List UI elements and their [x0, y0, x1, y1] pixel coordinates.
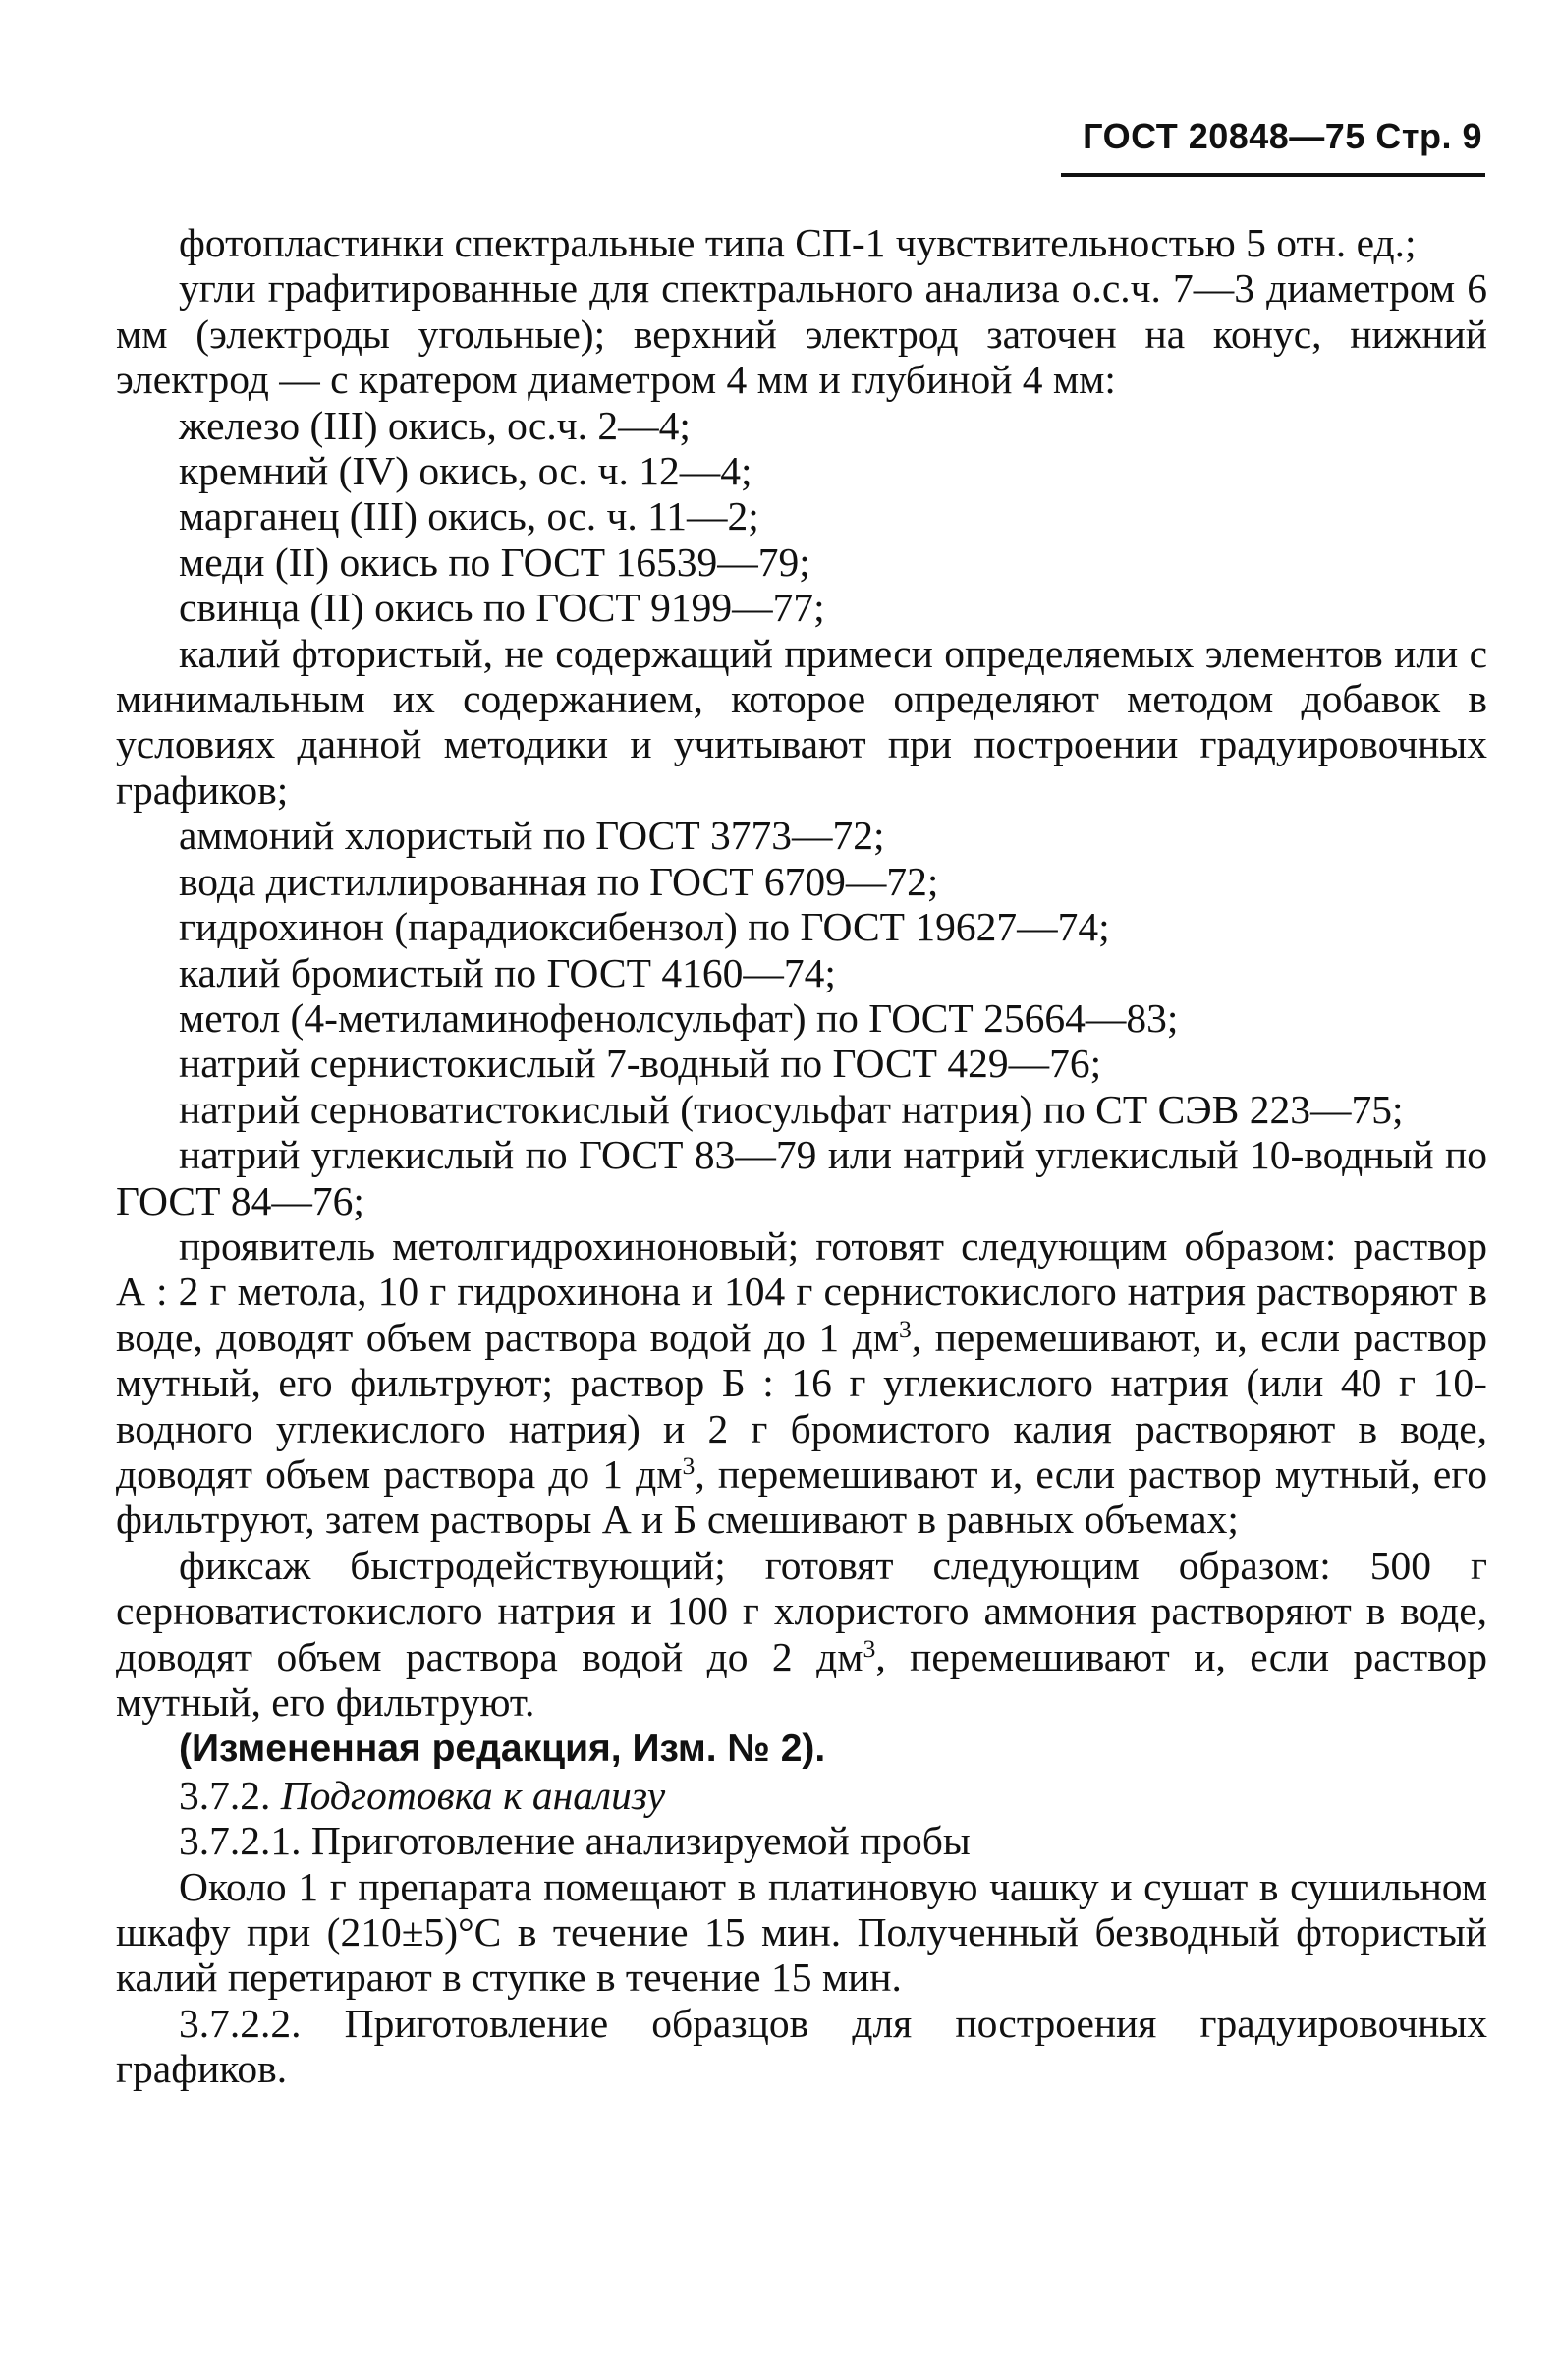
amendment-text: (Измененная редакция, Изм. № 2).: [179, 1728, 826, 1771]
reagent-item: свинца (II) окись по ГОСТ 9199—77;: [179, 585, 825, 631]
section-heading-3-7-2-2: 3.7.2.2. Приготовление образцов для построения градуировочных графиков.: [116, 2000, 1487, 2092]
fixer-text-part2: , перемешивают и, если раствор мутный, его фильтруют.: [116, 1633, 1487, 1725]
amendment-note: [116, 1725, 1487, 1772]
page-header: ГОСТ 20848—75 Стр. 9: [1083, 116, 1482, 156]
reagent-item: натрий углекислый по ГОСТ 83—79 или натрий углекислый 10-водный по ГОСТ 84—76;: [116, 1132, 1487, 1223]
section-number: 3.7.2.: [179, 1772, 271, 1818]
developer-text-part1: проявитель метолгидрохиноновый; готовят следующим образом: раствор А : 2 г метола, 10 г гидрохинона и 104 г сернистокислого натрия растворяют в воде, доводят объем раствора водой до 1 дм: [116, 1222, 1487, 1360]
reagent-item: железо (III) окись, ос.ч. 2—4;: [179, 402, 691, 448]
reagent-item: метол (4-метиламинофенолсульфат) по ГОСТ 25664—83;: [179, 994, 1179, 1041]
section-heading-3-7-2-1: 3.7.2.1. Приготовление анализируемой пробы: [179, 1818, 971, 1864]
reagent-item: кремний (IV) окись, ос. ч. 12—4;: [179, 448, 752, 494]
reagent-item: аммоний хлористый по ГОСТ 3773—72;: [179, 813, 885, 859]
reagent-item: натрий серноватистокислый (тиосульфат натрия) по СТ СЭВ 223—75;: [179, 1086, 1404, 1132]
reagent-item: вода дистиллированная по ГОСТ 6709—72;: [179, 858, 939, 904]
reagent-item: натрий сернистокислый 7-водный по ГОСТ 429—76;: [179, 1041, 1102, 1087]
document-body: [116, 220, 1487, 2092]
superscript: 3: [682, 1450, 696, 1480]
reagent-item: меди (II) окись по ГОСТ 16539—79;: [179, 538, 810, 585]
header-rule: [1061, 173, 1485, 177]
developer-text-part3: , перемешивают и, если раствор мутный, его фильтруют, затем растворы А и Б смешивают в равных объемах;: [116, 1450, 1487, 1543]
reagent-item: гидрохинон (парадиоксибензол) по ГОСТ 19627—74;: [179, 904, 1110, 950]
reagent-item: калий бромистый по ГОСТ 4160—74;: [179, 949, 836, 995]
section-title: Подготовка к анализу: [280, 1772, 666, 1818]
section-heading-3-7-2: [116, 1773, 1487, 1818]
reagent-item: марганец (III) окись, ос. ч. 11—2;: [179, 493, 759, 539]
superscript: 3: [899, 1314, 912, 1343]
developer-text-part2: , перемешивают, и, если раствор мутный, его фильтруют; раствор Б : 16 г углекислого натрия (или 40 г 10-водного углекислого натрия) и 2 г бромистого калия растворяют в воде, доводят объем раствора до 1 дм: [116, 1314, 1487, 1497]
fixer-text-part1: фиксаж быстродействующий; готовят следующим образом: 500 г серноватистокислого натрия и 100 г хлористого аммония растворяют в воде, доводят объем раствора водой до 2 дм: [116, 1542, 1487, 1679]
reagent-item: фотопластинки спектральные типа СП-1 чувствительностью 5 отн. ед.;: [179, 220, 1417, 265]
fixer-paragraph: [116, 1543, 1487, 1726]
section-text-3-7-2-1: Около 1 г препарата помещают в платиновую чашку и сушат в сушильном шкафу при (210±5)°С в течение 15 мин. Полученный безводный фтористый калий перетирают в ступке в течение 15 мин.: [116, 1863, 1487, 2001]
superscript: 3: [863, 1633, 876, 1663]
reagent-item: калий фтористый, не содержащий примеси определяемых элементов или с минимальным их содержанием, которое определяют методом добавок в условиях данной методики и учитывают при построении градуировочных графиков;: [116, 630, 1487, 813]
reagent-item: угли графитированные для спектрального анализа о.с.ч. 7—3 диаметром 6 мм (электроды угольные); верхний электрод заточен на конус, нижний электрод — с кратером диаметром 4 мм и глубиной 4 мм:: [116, 265, 1487, 403]
developer-paragraph: [116, 1223, 1487, 1543]
